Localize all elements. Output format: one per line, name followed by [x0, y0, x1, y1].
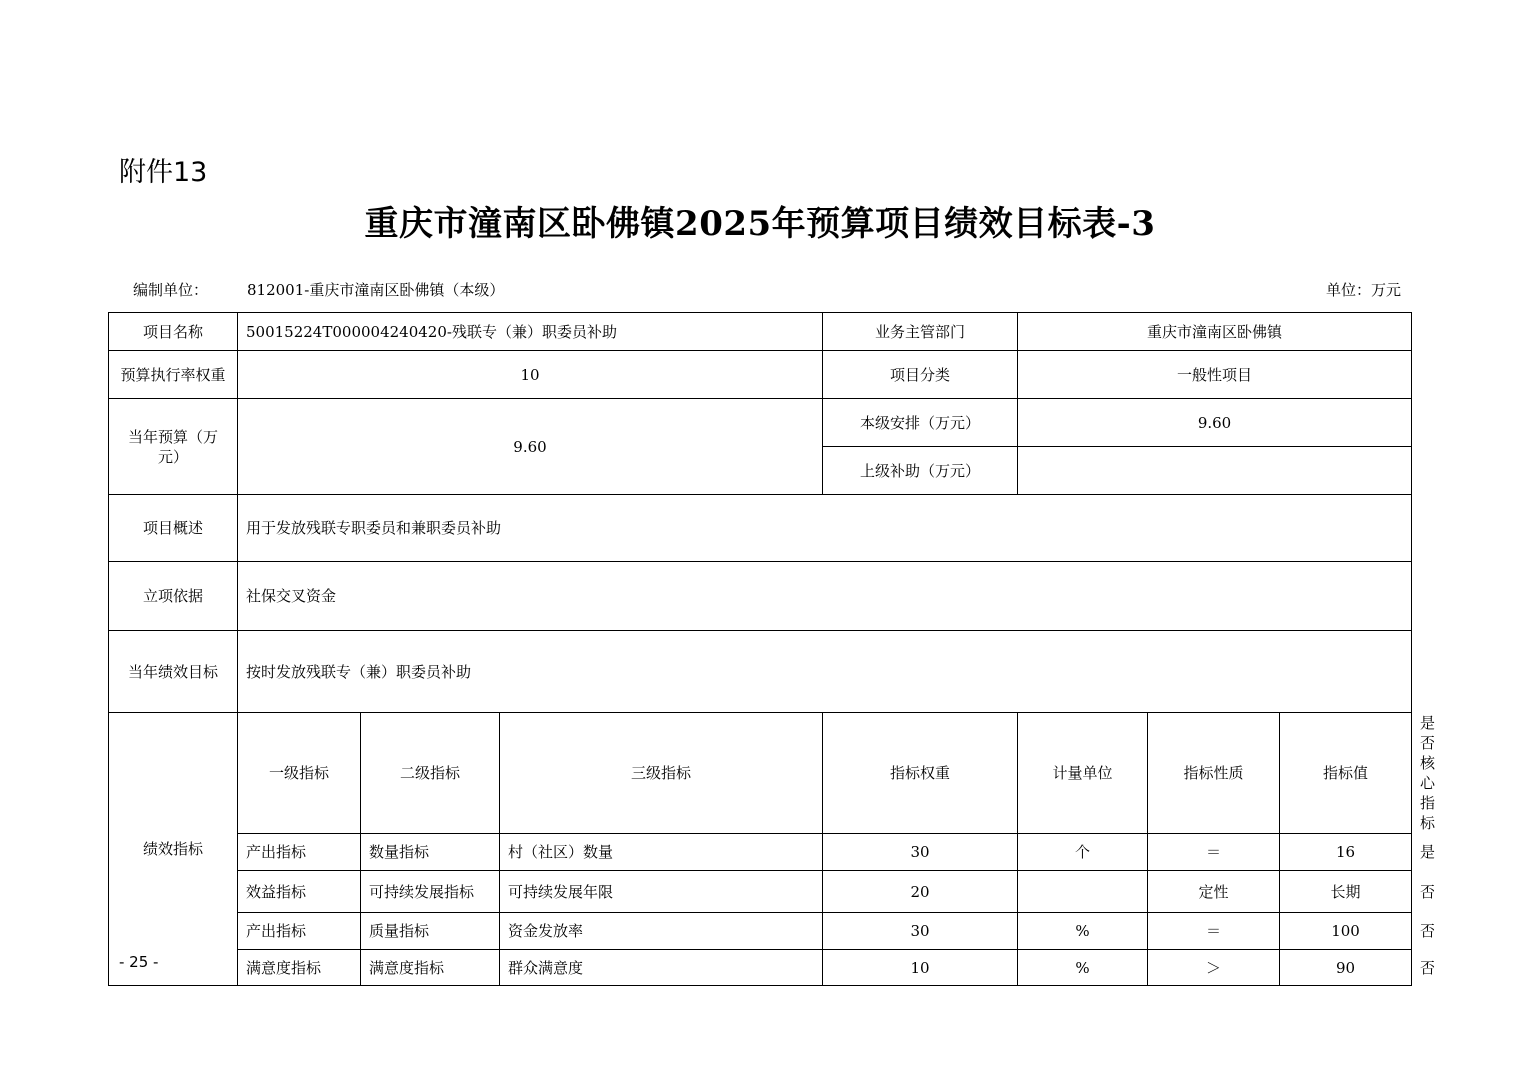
page-number: - 25 -: [119, 953, 159, 971]
attachment-label: 附件13: [119, 157, 208, 188]
upper-subsidy-value: [1018, 447, 1412, 495]
upper-subsidy-label: 上级补助（万元）: [823, 447, 1018, 495]
budget-value: 9.60: [238, 399, 823, 495]
weight-cell: 30: [823, 913, 1018, 950]
value-cell: 100: [1280, 913, 1412, 950]
row-basis: [109, 562, 1412, 631]
unit-cell: %: [1018, 913, 1148, 950]
goal-value: 按时发放残联专（兼）职委员补助: [238, 631, 1412, 713]
compiling-unit-value: 812001-重庆市潼南区卧佛镇（本级）: [247, 281, 505, 299]
level3-cell: 群众满意度: [500, 950, 823, 986]
row-weight: [109, 351, 1412, 399]
overview-value: 用于发放残联专职委员和兼职委员补助: [238, 495, 1412, 562]
dept-label: 业务主管部门: [823, 313, 1018, 351]
category-value: 一般性项目: [1018, 351, 1412, 399]
budget-label: 当年预算（万元）: [109, 399, 238, 495]
row-project-name: [109, 313, 1412, 351]
weight-label: 预算执行率权重: [109, 351, 238, 399]
level1-cell: 产出指标: [238, 834, 361, 871]
indicator-header-row: 绩效指标 一级指标 二级指标 三级指标 指标权重 计量单位 指标性质 指标值 是否核心指标: [109, 713, 1412, 834]
weight-cell: 20: [823, 871, 1018, 913]
value-cell: 90: [1280, 950, 1412, 986]
local-arrangement-value: 9.60: [1018, 399, 1412, 447]
local-arrangement-label: 本级安排（万元）: [823, 399, 1018, 447]
nature-cell: 定性: [1148, 871, 1280, 913]
weight-value: 10: [238, 351, 823, 399]
row-overview: [109, 495, 1412, 562]
unit-cell: 个: [1018, 834, 1148, 871]
overview-label: 项目概述: [109, 495, 238, 562]
category-label: 项目分类: [823, 351, 1018, 399]
nature-cell: ＝: [1148, 913, 1280, 950]
header-level1: 一级指标: [238, 713, 361, 834]
level3-cell: 可持续发展年限: [500, 871, 823, 913]
level2-cell: 满意度指标: [361, 950, 500, 986]
level1-cell: 效益指标: [238, 871, 361, 913]
basis-value: 社保交叉资金: [238, 562, 1412, 631]
unit-cell: %: [1018, 950, 1148, 986]
project-name-label: 项目名称: [109, 313, 238, 351]
level2-cell: 可持续发展指标: [361, 871, 500, 913]
level3-cell: 村（社区）数量: [500, 834, 823, 871]
value-cell: 长期: [1280, 871, 1412, 913]
row-goal: [109, 631, 1412, 713]
goal-label: 当年绩效目标: [109, 631, 238, 713]
header-level2: 二级指标: [361, 713, 500, 834]
document-title: 重庆市潼南区卧佛镇2025年预算项目绩效目标表-3: [364, 204, 1156, 244]
table-row: 效益指标 可持续发展指标 可持续发展年限 20 定性 长期 否: [109, 871, 1412, 913]
weight-cell: 10: [823, 950, 1018, 986]
level3-cell: 资金发放率: [500, 913, 823, 950]
value-cell: 16: [1280, 834, 1412, 871]
indicator-label: 绩效指标: [109, 713, 238, 986]
compiling-unit-label: 编制单位：: [133, 281, 209, 299]
weight-cell: 30: [823, 834, 1018, 871]
currency-unit: 单位：万元: [1325, 281, 1401, 299]
row-budget: [109, 399, 1412, 447]
dept-value: 重庆市潼南区卧佛镇: [1018, 313, 1412, 351]
unit-cell: [1018, 871, 1148, 913]
level2-cell: 质量指标: [361, 913, 500, 950]
level2-cell: 数量指标: [361, 834, 500, 871]
performance-table: [108, 312, 1436, 986]
nature-cell: ＞: [1148, 950, 1280, 986]
level1-cell: 满意度指标: [238, 950, 361, 986]
basis-label: 立项依据: [109, 562, 238, 631]
header-level3: 三级指标: [500, 713, 823, 834]
table-row: 产出指标 质量指标 资金发放率 30 % ＝ 100 否: [109, 913, 1412, 950]
project-name-value: 50015224T000004240420-残联专（兼）职委员补助: [238, 313, 823, 351]
table-row: 产出指标 数量指标 村（社区）数量 30 个 ＝ 16 是: [109, 834, 1412, 871]
header-weight: 指标权重: [823, 713, 1018, 834]
header-value: 指标值: [1280, 713, 1412, 834]
header-unit: 计量单位: [1018, 713, 1148, 834]
table-row: 满意度指标 满意度指标 群众满意度 10 % ＞ 90 否: [109, 950, 1412, 986]
nature-cell: ＝: [1148, 834, 1280, 871]
level1-cell: 产出指标: [238, 913, 361, 950]
compiling-unit: [133, 279, 504, 300]
header-nature: 指标性质: [1148, 713, 1280, 834]
